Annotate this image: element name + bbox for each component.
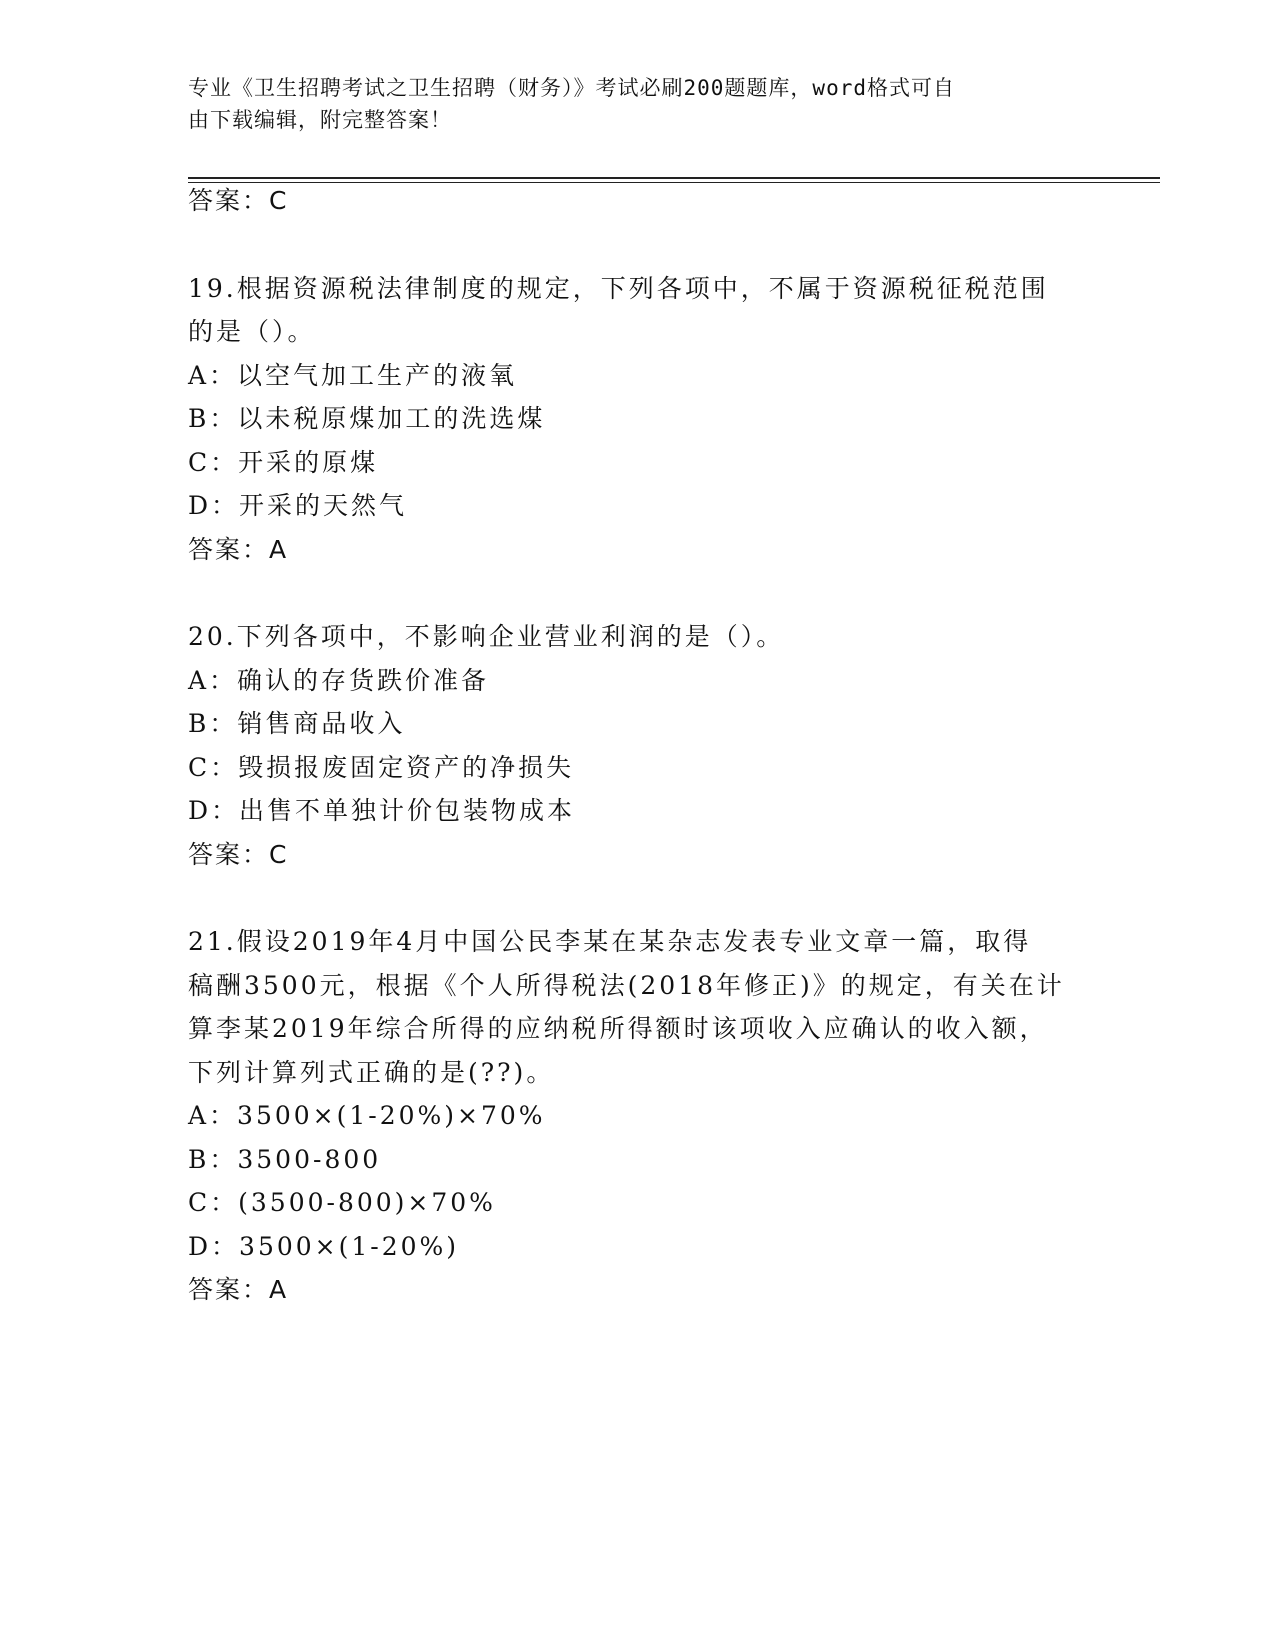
q19-answer: 答案：A: [188, 535, 289, 564]
header-line-2: 由下载编辑，附完整答案！: [188, 108, 452, 132]
q20-option-d: D：出售不单独计价包装物成本: [188, 796, 576, 825]
q19-option-c: C：开采的原煤: [188, 448, 379, 477]
q19-option-a: A：以空气加工生产的液氧: [188, 361, 518, 390]
q20-stem-line-1: 20.下列各项中，不影响企业营业利润的是（）。: [188, 622, 785, 651]
q21-stem-line-3: 算李某2019年综合所得的应纳税所得额时该项收入应确认的收入额，: [188, 1014, 1048, 1043]
q19-stem-line-2: 的是（）。: [188, 317, 316, 346]
q20-answer: 答案：C: [188, 840, 289, 869]
q21-option-b: B：3500-800: [188, 1145, 382, 1174]
q19-option-b: B：以未税原煤加工的洗选煤: [188, 404, 546, 433]
q21-option-a: A：3500×(1-20%)×70%: [188, 1101, 546, 1130]
q20-option-a: A：确认的存货跌价准备: [188, 666, 490, 695]
document-header: [188, 72, 1068, 136]
q21-stem-line-2: 稿酬3500元，根据《个人所得税法(2018年修正)》的规定，有关在计: [188, 971, 1065, 1000]
q20-option-c: C：毁损报废固定资产的净损失: [188, 753, 575, 782]
q21-stem-line-4: 下列计算列式正确的是(??)。: [188, 1058, 555, 1087]
q19-option-d: D：开采的天然气: [188, 491, 408, 520]
q21-option-d: D：3500×(1-20%): [188, 1232, 460, 1261]
previous-answer: 答案：C: [188, 186, 289, 215]
q19-stem-line-1: 19.根据资源税法律制度的规定，下列各项中，不属于资源税征税范围: [188, 274, 1049, 303]
header-line-1: 专业《卫生招聘考试之卫生招聘（财务）》考试必刷200题题库，word格式可自: [188, 76, 955, 100]
header-rule-thick: [188, 177, 1160, 179]
q20-option-b: B：销售商品收入: [188, 709, 406, 738]
q21-stem-line-1: 21.假设2019年4月中国公民李某在某杂志发表专业文章一篇，取得: [188, 927, 1032, 956]
q21-answer: 答案：A: [188, 1275, 289, 1304]
q21-option-c: C：(3500-800)×70%: [188, 1188, 496, 1217]
header-rule-thin: [188, 182, 1160, 183]
